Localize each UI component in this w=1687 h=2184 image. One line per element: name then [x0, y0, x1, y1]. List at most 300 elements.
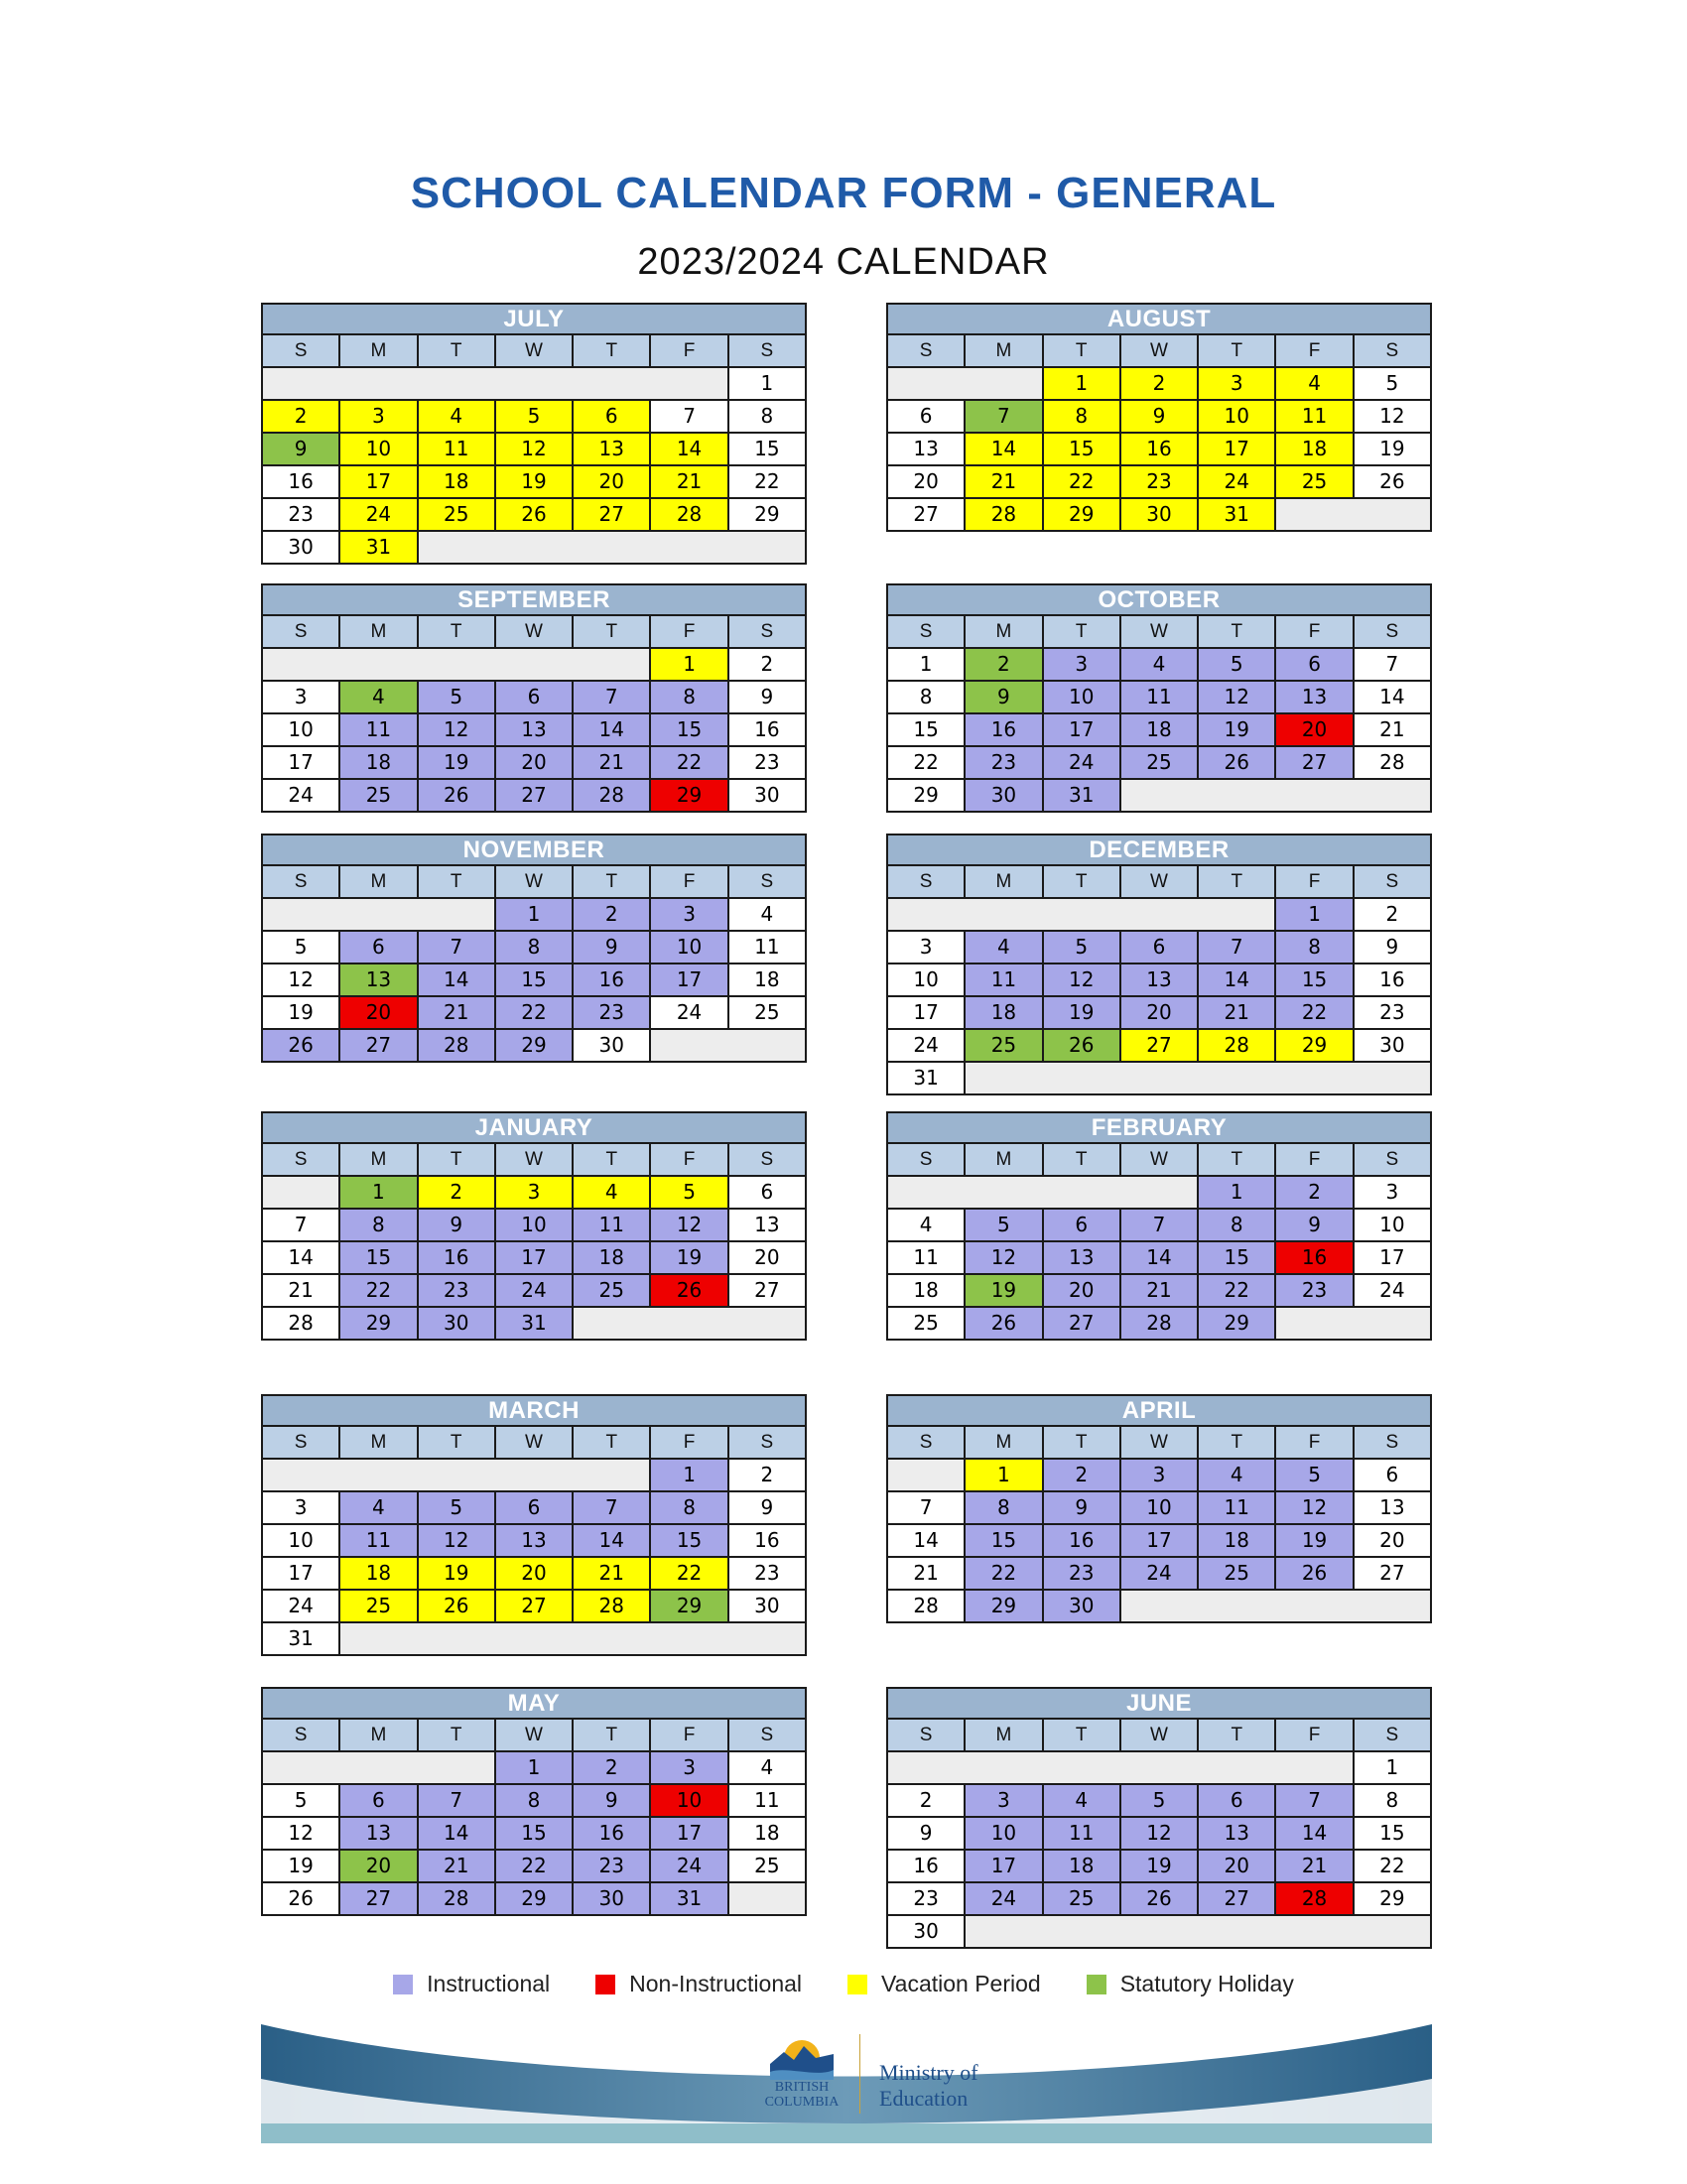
legend-item-statutory [1087, 1971, 1294, 1997]
day-cell: 3 [1199, 368, 1274, 399]
weekday-header: M [966, 1720, 1041, 1750]
day-cell: 7 [263, 1210, 338, 1240]
day-cell: 1 [966, 1460, 1041, 1490]
statutory-swatch [1087, 1975, 1106, 1994]
vacation-swatch [847, 1975, 867, 1994]
day-cell: 14 [263, 1242, 338, 1273]
day-cell: 11 [966, 964, 1041, 995]
day-cell: 3 [340, 401, 416, 432]
day-cell: 6 [1044, 1210, 1119, 1240]
day-cell: 21 [1121, 1275, 1197, 1306]
day-cell: 25 [419, 499, 494, 530]
weekday-header: M [340, 616, 416, 647]
day-cell: 26 [1044, 1030, 1119, 1061]
day-cell: 30 [574, 1030, 649, 1061]
day-cell: 7 [574, 1492, 649, 1523]
day-cell: 29 [729, 499, 805, 530]
weekday-header: T [419, 616, 494, 647]
day-cell: 24 [263, 1591, 338, 1621]
month-july [261, 303, 807, 565]
day-cell: 11 [419, 434, 494, 464]
day-cell: 17 [1199, 434, 1274, 464]
day-cell: 6 [1121, 932, 1197, 963]
day-cell: 20 [729, 1242, 805, 1273]
day-cell: 9 [1355, 932, 1430, 963]
empty-cell [888, 368, 1042, 399]
day-cell: 24 [263, 780, 338, 811]
weekday-header: S [729, 616, 805, 647]
weekday-header: M [340, 866, 416, 897]
day-cell: 16 [966, 714, 1041, 745]
day-cell: 20 [888, 466, 964, 497]
weekday-header: M [340, 1720, 416, 1750]
day-cell: 28 [419, 1883, 494, 1914]
day-cell: 4 [888, 1210, 964, 1240]
day-cell: 7 [1276, 1785, 1352, 1816]
weekday-header: F [1276, 866, 1352, 897]
day-cell: 11 [1044, 1818, 1119, 1849]
day-cell: 1 [888, 649, 964, 680]
day-cell: 23 [263, 499, 338, 530]
day-cell: 12 [1199, 682, 1274, 712]
day-cell: 14 [574, 714, 649, 745]
day-cell: 14 [1199, 964, 1274, 995]
day-cell: 21 [419, 997, 494, 1028]
day-cell: 18 [1121, 714, 1197, 745]
day-cell: 15 [1276, 964, 1352, 995]
day-cell: 11 [888, 1242, 964, 1273]
day-cell: 11 [340, 1525, 416, 1556]
day-cell: 13 [1276, 682, 1352, 712]
day-cell: 25 [966, 1030, 1041, 1061]
day-cell: 25 [729, 997, 805, 1028]
day-cell: 14 [888, 1525, 964, 1556]
day-cell: 9 [729, 1492, 805, 1523]
weekday-header: S [888, 1720, 964, 1750]
weekday-header: T [1199, 335, 1274, 366]
empty-cell [966, 1916, 1430, 1947]
day-cell: 8 [651, 682, 726, 712]
weekday-header: S [729, 1427, 805, 1458]
day-cell: 18 [729, 1818, 805, 1849]
day-cell: 29 [1276, 1030, 1352, 1061]
legend-label: Non-Instructional [629, 1971, 803, 1996]
day-cell: 8 [340, 1210, 416, 1240]
day-cell: 9 [1276, 1210, 1352, 1240]
day-cell: 10 [263, 1525, 338, 1556]
day-cell: 24 [1044, 747, 1119, 778]
logo-divider [859, 2034, 860, 2114]
legend-item-non-instructional [595, 1971, 802, 1997]
ministry-line: Education [879, 2086, 969, 2111]
day-cell: 23 [966, 747, 1041, 778]
weekday-header: T [574, 616, 649, 647]
weekday-header: M [340, 1144, 416, 1175]
day-cell: 3 [651, 899, 726, 930]
day-cell: 26 [419, 780, 494, 811]
day-cell: 28 [1121, 1308, 1197, 1339]
day-cell: 4 [1044, 1785, 1119, 1816]
day-cell: 25 [1121, 747, 1197, 778]
day-cell: 3 [1121, 1460, 1197, 1490]
day-cell: 24 [651, 997, 726, 1028]
day-cell: 27 [1199, 1883, 1274, 1914]
day-cell: 21 [419, 1851, 494, 1881]
day-cell: 4 [1276, 368, 1352, 399]
day-cell: 13 [1199, 1818, 1274, 1849]
legend-item-vacation [847, 1971, 1041, 1997]
day-cell: 6 [1355, 1460, 1430, 1490]
weekday-header: F [651, 335, 726, 366]
day-cell: 3 [1044, 649, 1119, 680]
day-cell: 30 [1121, 499, 1197, 530]
day-cell: 14 [651, 434, 726, 464]
day-cell: 25 [574, 1275, 649, 1306]
day-cell: 1 [496, 1752, 572, 1783]
day-cell: 2 [574, 1752, 649, 1783]
day-cell: 7 [1121, 1210, 1197, 1240]
day-cell: 5 [263, 1785, 338, 1816]
day-cell: 8 [888, 682, 964, 712]
weekday-header: F [651, 1720, 726, 1750]
day-cell: 29 [1044, 499, 1119, 530]
day-cell: 25 [340, 780, 416, 811]
day-cell: 17 [651, 964, 726, 995]
day-cell: 11 [574, 1210, 649, 1240]
day-cell: 26 [966, 1308, 1041, 1339]
empty-cell [966, 1063, 1430, 1093]
day-cell: 24 [888, 1030, 964, 1061]
day-cell: 17 [966, 1851, 1041, 1881]
weekday-header: T [1044, 1427, 1119, 1458]
day-cell: 3 [1355, 1177, 1430, 1208]
weekday-header: S [729, 1720, 805, 1750]
day-cell: 30 [1044, 1591, 1119, 1621]
day-cell: 2 [1121, 368, 1197, 399]
weekday-header: F [1276, 1427, 1352, 1458]
day-cell: 1 [651, 1460, 726, 1490]
day-cell: 30 [574, 1883, 649, 1914]
day-cell: 19 [651, 1242, 726, 1273]
month-title: APRIL [888, 1396, 1430, 1425]
day-cell: 20 [1276, 714, 1352, 745]
weekday-header: T [1199, 866, 1274, 897]
day-cell: 22 [1199, 1275, 1274, 1306]
month-title: JUNE [888, 1689, 1430, 1718]
day-cell: 12 [419, 1525, 494, 1556]
day-cell: 1 [1044, 368, 1119, 399]
weekday-header: F [651, 616, 726, 647]
month-march [261, 1394, 807, 1656]
legend-label: Vacation Period [881, 1971, 1041, 1996]
day-cell: 6 [574, 401, 649, 432]
month-may [261, 1687, 807, 1916]
weekday-header: S [263, 335, 338, 366]
day-cell: 30 [419, 1308, 494, 1339]
day-cell: 5 [1044, 932, 1119, 963]
day-cell: 27 [888, 499, 964, 530]
day-cell: 24 [340, 499, 416, 530]
empty-cell [574, 1308, 805, 1339]
day-cell: 10 [1355, 1210, 1430, 1240]
day-cell: 11 [340, 714, 416, 745]
empty-cell [419, 532, 805, 563]
day-cell: 22 [1044, 466, 1119, 497]
day-cell: 10 [1199, 401, 1274, 432]
day-cell: 24 [496, 1275, 572, 1306]
day-cell: 26 [496, 499, 572, 530]
empty-cell [1276, 499, 1430, 530]
day-cell: 9 [574, 1785, 649, 1816]
day-cell: 13 [1044, 1242, 1119, 1273]
weekday-header: W [496, 1427, 572, 1458]
month-title: MAY [263, 1689, 805, 1718]
day-cell: 7 [574, 682, 649, 712]
month-title: AUGUST [888, 305, 1430, 333]
day-cell: 12 [1276, 1492, 1352, 1523]
day-cell: 13 [1355, 1492, 1430, 1523]
day-cell: 23 [1044, 1558, 1119, 1589]
day-cell: 23 [1355, 997, 1430, 1028]
day-cell: 21 [1199, 997, 1274, 1028]
day-cell: 7 [888, 1492, 964, 1523]
day-cell: 9 [729, 682, 805, 712]
day-cell: 2 [729, 1460, 805, 1490]
day-cell: 17 [1044, 714, 1119, 745]
day-cell: 9 [1121, 401, 1197, 432]
day-cell: 4 [419, 401, 494, 432]
day-cell: 8 [1276, 932, 1352, 963]
weekday-header: W [496, 1720, 572, 1750]
legend-label: Instructional [427, 1971, 551, 1996]
day-cell: 22 [729, 466, 805, 497]
weekday-header: W [1121, 866, 1197, 897]
weekday-header: S [1355, 1144, 1430, 1175]
weekday-header: F [651, 866, 726, 897]
day-cell: 31 [651, 1883, 726, 1914]
day-cell: 3 [496, 1177, 572, 1208]
month-january [261, 1111, 807, 1341]
day-cell: 3 [651, 1752, 726, 1783]
day-cell: 23 [729, 1558, 805, 1589]
day-cell: 26 [1121, 1883, 1197, 1914]
day-cell: 14 [1276, 1818, 1352, 1849]
month-december [886, 834, 1432, 1095]
day-cell: 17 [1121, 1525, 1197, 1556]
day-cell: 1 [1276, 899, 1352, 930]
weekday-header: W [1121, 1144, 1197, 1175]
weekday-header: T [1044, 616, 1119, 647]
weekday-header: T [1044, 335, 1119, 366]
day-cell: 7 [419, 932, 494, 963]
day-cell: 21 [966, 466, 1041, 497]
day-cell: 5 [966, 1210, 1041, 1240]
empty-cell [263, 899, 494, 930]
ministry-line: Ministry of [879, 2060, 978, 2085]
day-cell: 6 [496, 682, 572, 712]
day-cell: 1 [1199, 1177, 1274, 1208]
day-cell: 4 [966, 932, 1041, 963]
month-february [886, 1111, 1432, 1341]
day-cell: 30 [263, 532, 338, 563]
day-cell: 26 [263, 1883, 338, 1914]
weekday-header: M [340, 335, 416, 366]
empty-cell [888, 1460, 964, 1490]
day-cell: 12 [966, 1242, 1041, 1273]
weekday-header: W [1121, 1427, 1197, 1458]
day-cell: 22 [340, 1275, 416, 1306]
bc-line: BRITISH [774, 2080, 830, 2095]
day-cell: 25 [1044, 1883, 1119, 1914]
day-cell: 2 [574, 899, 649, 930]
day-cell: 1 [496, 899, 572, 930]
day-cell: 17 [263, 1558, 338, 1589]
weekday-header: T [1044, 866, 1119, 897]
day-cell: 10 [1121, 1492, 1197, 1523]
day-cell: 8 [966, 1492, 1041, 1523]
day-cell: 16 [1355, 964, 1430, 995]
day-cell: 7 [651, 401, 726, 432]
day-cell: 20 [340, 997, 416, 1028]
month-november [261, 834, 807, 1063]
day-cell: 14 [574, 1525, 649, 1556]
day-cell: 18 [1199, 1525, 1274, 1556]
day-cell: 26 [1199, 747, 1274, 778]
day-cell: 22 [651, 747, 726, 778]
weekday-header: T [1199, 616, 1274, 647]
day-cell: 18 [340, 1558, 416, 1589]
day-cell: 29 [496, 1883, 572, 1914]
day-cell: 27 [340, 1030, 416, 1061]
day-cell: 31 [1199, 499, 1274, 530]
day-cell: 4 [729, 899, 805, 930]
weekday-header: W [496, 616, 572, 647]
day-cell: 8 [651, 1492, 726, 1523]
weekday-header: T [574, 1427, 649, 1458]
day-cell: 16 [574, 964, 649, 995]
day-cell: 30 [888, 1916, 964, 1947]
month-title: FEBRUARY [888, 1113, 1430, 1142]
weekday-header: T [574, 1720, 649, 1750]
day-cell: 29 [966, 1591, 1041, 1621]
day-cell: 21 [574, 747, 649, 778]
weekday-header: F [1276, 1720, 1352, 1750]
day-cell: 5 [419, 1492, 494, 1523]
weekday-header: S [1355, 866, 1430, 897]
empty-cell [263, 368, 727, 399]
day-cell: 19 [1199, 714, 1274, 745]
day-cell: 11 [729, 932, 805, 963]
weekday-header: W [1121, 1720, 1197, 1750]
empty-cell [1276, 1308, 1430, 1339]
day-cell: 5 [651, 1177, 726, 1208]
day-cell: 1 [1355, 1752, 1430, 1783]
day-cell: 22 [966, 1558, 1041, 1589]
day-cell: 19 [496, 466, 572, 497]
page-title: SCHOOL CALENDAR FORM - GENERAL [410, 169, 1277, 217]
day-cell: 17 [888, 997, 964, 1028]
day-cell: 6 [1276, 649, 1352, 680]
weekday-header: S [1355, 1720, 1430, 1750]
day-cell: 10 [263, 714, 338, 745]
bc-wordmark [754, 2080, 849, 2110]
day-cell: 2 [729, 649, 805, 680]
day-cell: 25 [729, 1851, 805, 1881]
day-cell: 22 [888, 747, 964, 778]
day-cell: 27 [1355, 1558, 1430, 1589]
weekday-header: S [1355, 335, 1430, 366]
day-cell: 2 [1044, 1460, 1119, 1490]
month-august [886, 303, 1432, 532]
day-cell: 17 [496, 1242, 572, 1273]
day-cell: 1 [651, 649, 726, 680]
day-cell: 18 [729, 964, 805, 995]
day-cell: 13 [340, 964, 416, 995]
day-cell: 26 [651, 1275, 726, 1306]
day-cell: 20 [496, 1558, 572, 1589]
day-cell: 27 [1044, 1308, 1119, 1339]
weekday-header: W [1121, 335, 1197, 366]
weekday-header: S [888, 866, 964, 897]
day-cell: 16 [729, 714, 805, 745]
weekday-header: W [496, 866, 572, 897]
day-cell: 4 [1121, 649, 1197, 680]
day-cell: 27 [1121, 1030, 1197, 1061]
day-cell: 1 [729, 368, 805, 399]
weekday-header: S [729, 335, 805, 366]
month-september [261, 583, 807, 813]
day-cell: 24 [1121, 1558, 1197, 1589]
day-cell: 22 [496, 997, 572, 1028]
weekday-header: W [496, 1144, 572, 1175]
day-cell: 29 [1199, 1308, 1274, 1339]
day-cell: 4 [729, 1752, 805, 1783]
day-cell: 30 [729, 780, 805, 811]
day-cell: 27 [729, 1275, 805, 1306]
day-cell: 28 [1199, 1030, 1274, 1061]
weekday-header: T [1044, 1144, 1119, 1175]
day-cell: 26 [1355, 466, 1430, 497]
day-cell: 25 [340, 1591, 416, 1621]
day-cell: 21 [888, 1558, 964, 1589]
day-cell: 7 [966, 401, 1041, 432]
day-cell: 13 [1121, 964, 1197, 995]
day-cell: 20 [574, 466, 649, 497]
day-cell: 10 [340, 434, 416, 464]
day-cell: 5 [419, 682, 494, 712]
day-cell: 23 [729, 747, 805, 778]
day-cell: 22 [496, 1851, 572, 1881]
day-cell: 15 [496, 1818, 572, 1849]
weekday-header: T [419, 335, 494, 366]
day-cell: 19 [1044, 997, 1119, 1028]
day-cell: 7 [419, 1785, 494, 1816]
day-cell: 6 [496, 1492, 572, 1523]
day-cell: 14 [419, 1818, 494, 1849]
day-cell: 19 [1276, 1525, 1352, 1556]
day-cell: 15 [729, 434, 805, 464]
day-cell: 15 [966, 1525, 1041, 1556]
day-cell: 31 [340, 532, 416, 563]
day-cell: 7 [1355, 649, 1430, 680]
day-cell: 28 [419, 1030, 494, 1061]
day-cell: 28 [888, 1591, 964, 1621]
day-cell: 4 [340, 682, 416, 712]
day-cell: 24 [1199, 466, 1274, 497]
weekday-header: F [1276, 335, 1352, 366]
month-title: MARCH [263, 1396, 805, 1425]
day-cell: 15 [1199, 1242, 1274, 1273]
